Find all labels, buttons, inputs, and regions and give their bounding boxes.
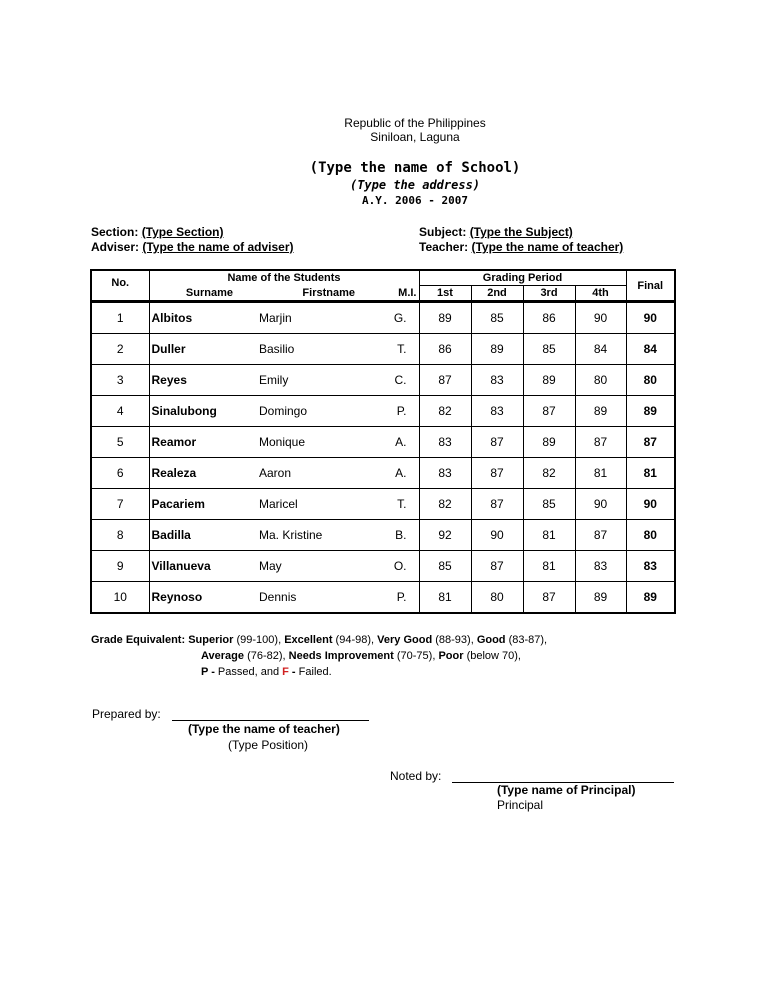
teacher-value: (Type the name of teacher): [471, 240, 624, 254]
grade-2nd: 83: [471, 396, 523, 427]
legend-average: Average: [201, 650, 245, 662]
prepared-signature-line: [172, 720, 369, 721]
grade-2nd: 90: [471, 520, 523, 551]
grade-2nd: 87: [471, 458, 523, 489]
middle-initial: B.: [371, 520, 419, 551]
grade-3rd: 85: [523, 489, 575, 520]
middle-initial: P.: [371, 396, 419, 427]
student-no: 6: [91, 458, 149, 489]
legend-superior: Superior: [188, 634, 234, 646]
middle-initial: P.: [371, 582, 419, 614]
grade-3rd: 89: [523, 365, 575, 396]
final-grade: 90: [626, 302, 675, 334]
grade-3rd: 89: [523, 427, 575, 458]
grade-1st: 82: [419, 396, 471, 427]
principal-name: (Type name of Principal): [497, 783, 636, 797]
firstname: Marjin: [259, 302, 371, 334]
prepared-by-label: Prepared by:: [92, 707, 161, 721]
grade-1st: 81: [419, 582, 471, 614]
header-names: Name of the Students: [227, 272, 341, 285]
header-mi: M.I.: [398, 286, 417, 299]
student-no: 8: [91, 520, 149, 551]
legend-superior-range: (99-100),: [233, 634, 285, 646]
student-no: 3: [91, 365, 149, 396]
principal-title: Principal: [497, 798, 544, 812]
table-row: [91, 302, 675, 334]
grade-4th: 83: [575, 551, 626, 582]
legend-needs-improvement: Needs Improvement: [288, 650, 394, 662]
legend-p: P -: [201, 666, 215, 678]
grade-4th: 89: [575, 582, 626, 614]
header-firstname: Firstname: [302, 286, 355, 299]
middle-initial: A.: [371, 427, 419, 458]
table-row: [91, 427, 675, 458]
firstname: Dennis: [259, 582, 371, 614]
section-info: [91, 225, 223, 239]
table-row: [91, 582, 675, 614]
location: Siniloan, Laguna: [370, 130, 460, 144]
header-no: No.: [91, 270, 149, 302]
grade-3rd: 87: [523, 396, 575, 427]
firstname: Basilio: [259, 334, 371, 365]
final-grade: 80: [626, 365, 675, 396]
table-row: [91, 365, 675, 396]
grade-3rd: 86: [523, 302, 575, 334]
surname: Reamor: [149, 427, 259, 458]
legend-poor-range: (below 70),: [463, 650, 521, 662]
legend-very-good-range: (88-93),: [432, 634, 477, 646]
middle-initial: T.: [371, 489, 419, 520]
academic-year: A.Y. 2006 - 2007: [362, 194, 468, 207]
grade-3rd: 81: [523, 551, 575, 582]
teacher-info: [419, 240, 623, 254]
firstname: Aaron: [259, 458, 371, 489]
legend-needs-improvement-range: (70-75),: [393, 650, 439, 662]
firstname: Maricel: [259, 489, 371, 520]
firstname: Domingo: [259, 396, 371, 427]
legend-excellent: Excellent: [284, 634, 333, 646]
grade-2nd: 87: [471, 551, 523, 582]
grade-2nd: 87: [471, 427, 523, 458]
grade-4th: 89: [575, 396, 626, 427]
firstname: May: [259, 551, 371, 582]
student-no: 2: [91, 334, 149, 365]
section-label: Section:: [91, 225, 139, 239]
surname: Albitos: [149, 302, 259, 334]
grade-4th: 84: [575, 334, 626, 365]
adviser-value: (Type the name of adviser): [142, 240, 294, 254]
grade-1st: 92: [419, 520, 471, 551]
surname: Badilla: [149, 520, 259, 551]
teacher-label: Teacher:: [419, 240, 469, 254]
prepared-teacher-name: (Type the name of teacher): [188, 722, 340, 736]
table-row: [91, 396, 675, 427]
final-grade: 83: [626, 551, 675, 582]
firstname: Emily: [259, 365, 371, 396]
final-grade: 89: [626, 582, 675, 614]
legend-excellent-range: (94-98),: [332, 634, 378, 646]
surname: Reyes: [149, 365, 259, 396]
grade-3rd: 87: [523, 582, 575, 614]
header-4th: 4th: [575, 286, 626, 302]
final-grade: 87: [626, 427, 675, 458]
school-address: (Type the address): [349, 178, 481, 192]
grade-1st: 85: [419, 551, 471, 582]
grades-table: [90, 269, 676, 614]
grade-1st: 87: [419, 365, 471, 396]
table-row: [91, 489, 675, 520]
student-no: 5: [91, 427, 149, 458]
table-row: [91, 334, 675, 365]
surname: Villanueva: [149, 551, 259, 582]
legend-very-good: Very Good: [377, 634, 433, 646]
surname: Duller: [149, 334, 259, 365]
surname: Sinalubong: [149, 396, 259, 427]
middle-initial: O.: [371, 551, 419, 582]
header-1st: 1st: [419, 286, 471, 302]
adviser-label: Adviser:: [91, 240, 140, 254]
grade-1st: 83: [419, 427, 471, 458]
subject-info: [419, 225, 573, 239]
legend-f: F: [282, 666, 289, 678]
final-grade: 84: [626, 334, 675, 365]
legend-good: Good: [476, 634, 506, 646]
header-final: Final: [626, 270, 675, 302]
legend-failed: Failed.: [295, 666, 332, 678]
student-no: 4: [91, 396, 149, 427]
grade-4th: 80: [575, 365, 626, 396]
school-name: (Type the name of School): [309, 160, 521, 176]
prepared-position: (Type Position): [228, 738, 309, 752]
legend-label: Grade Equivalent:: [91, 634, 186, 646]
noted-by-label: Noted by:: [390, 769, 442, 783]
table-row: [91, 520, 675, 551]
surname: Reynoso: [149, 582, 259, 614]
legend-poor: Poor: [438, 650, 464, 662]
legend-passed: Passed, and: [214, 666, 283, 678]
grade-4th: 81: [575, 458, 626, 489]
grade-2nd: 80: [471, 582, 523, 614]
legend-f-dash: -: [288, 666, 296, 678]
section-value: (Type Section): [141, 225, 224, 239]
student-no: 9: [91, 551, 149, 582]
header-3rd: 3rd: [523, 286, 575, 302]
grade-3rd: 81: [523, 520, 575, 551]
grade-3rd: 85: [523, 334, 575, 365]
middle-initial: A.: [371, 458, 419, 489]
firstname: Ma. Kristine: [259, 520, 371, 551]
grade-4th: 87: [575, 427, 626, 458]
surname: Realeza: [149, 458, 259, 489]
subject-value: (Type the Subject): [469, 225, 573, 239]
middle-initial: C.: [371, 365, 419, 396]
final-grade: 89: [626, 396, 675, 427]
grade-2nd: 87: [471, 489, 523, 520]
legend-average-range: (76-82),: [244, 650, 289, 662]
grade-1st: 89: [419, 302, 471, 334]
adviser-info: [91, 240, 294, 254]
final-grade: 90: [626, 489, 675, 520]
republic: Republic of the Philippines: [344, 116, 486, 130]
grade-2nd: 85: [471, 302, 523, 334]
grade-1st: 82: [419, 489, 471, 520]
header-grading-period: Grading Period: [419, 270, 626, 286]
table-row: [91, 458, 675, 489]
grade-4th: 87: [575, 520, 626, 551]
surname: Pacariem: [149, 489, 259, 520]
subject-label: Subject:: [419, 225, 467, 239]
final-grade: 81: [626, 458, 675, 489]
grade-1st: 83: [419, 458, 471, 489]
middle-initial: T.: [371, 334, 419, 365]
grade-4th: 90: [575, 302, 626, 334]
legend-good-range: (83-87),: [505, 634, 548, 646]
student-no: 10: [91, 582, 149, 614]
final-grade: 80: [626, 520, 675, 551]
grade-4th: 90: [575, 489, 626, 520]
firstname: Monique: [259, 427, 371, 458]
table-row: [91, 551, 675, 582]
header-surname: Surname: [185, 286, 233, 299]
middle-initial: G.: [371, 302, 419, 334]
grade-legend: [91, 632, 547, 680]
student-no: 7: [91, 489, 149, 520]
grade-1st: 86: [419, 334, 471, 365]
grade-2nd: 89: [471, 334, 523, 365]
student-no: 1: [91, 302, 149, 334]
grade-3rd: 82: [523, 458, 575, 489]
header-2nd: 2nd: [471, 286, 523, 302]
grade-2nd: 83: [471, 365, 523, 396]
